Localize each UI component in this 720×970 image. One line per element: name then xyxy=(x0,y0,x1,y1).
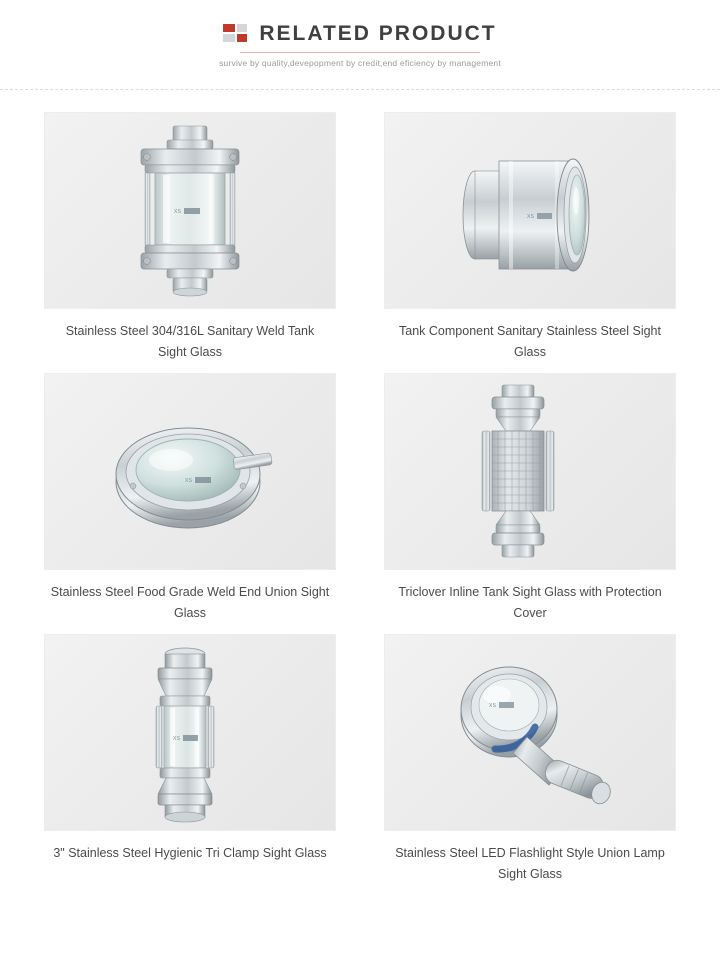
product-caption: Tank Component Sanitary Stainless Steel Sight Glass xyxy=(399,324,661,359)
product-card[interactable] xyxy=(44,112,336,363)
page-title: RELATED PRODUCT xyxy=(259,22,497,45)
svg-text:XS: XS xyxy=(173,736,181,742)
product-card[interactable] xyxy=(44,373,336,624)
title-row xyxy=(219,22,501,46)
red-checker-square-icon xyxy=(223,22,249,46)
header-inner xyxy=(219,22,501,68)
tubular-sight-glass-flanged-icon xyxy=(85,118,295,303)
product-image[interactable] xyxy=(44,373,336,570)
page-header xyxy=(0,0,720,90)
product-caption: Stainless Steel LED Flashlight Style Union Lamp Sight Glass xyxy=(395,846,665,881)
product-caption: 3" Stainless Steel Hygienic Tri Clamp Sight Glass xyxy=(53,846,327,860)
product-image[interactable] xyxy=(44,634,336,831)
svg-text:XS: XS xyxy=(526,214,534,220)
product-caption: Triclover Inline Tank Sight Glass with Protection Cover xyxy=(398,585,662,620)
product-image[interactable] xyxy=(384,112,676,309)
page-subtitle: survive by quality,devepopment by credit,end eficiency by management xyxy=(219,58,501,68)
triclover-inline-sight-glass-protection-cover-icon xyxy=(430,379,630,564)
brand-mark: XS xyxy=(174,209,182,215)
product-caption: Stainless Steel Food Grade Weld End Union Sight Glass xyxy=(50,585,330,620)
svg-text:XS: XS xyxy=(488,703,496,709)
svg-text:XS: XS xyxy=(185,477,193,484)
title-underline xyxy=(240,52,480,53)
tri-clamp-sight-glass-icon xyxy=(90,640,290,825)
product-card[interactable] xyxy=(384,634,676,885)
product-grid xyxy=(0,90,720,885)
product-image[interactable] xyxy=(384,634,676,831)
led-flashlight-union-lamp-sight-glass-icon xyxy=(423,645,638,820)
weld-end-union-sight-glass-icon xyxy=(85,382,295,562)
product-card[interactable] xyxy=(384,373,676,624)
union-sight-glass-round-icon xyxy=(423,123,638,298)
product-image[interactable] xyxy=(384,373,676,570)
product-card[interactable] xyxy=(384,112,676,363)
product-image[interactable] xyxy=(44,112,336,309)
product-card[interactable] xyxy=(44,634,336,885)
product-caption: Stainless Steel 304/316L Sanitary Weld Tank Sight Glass xyxy=(65,324,315,359)
